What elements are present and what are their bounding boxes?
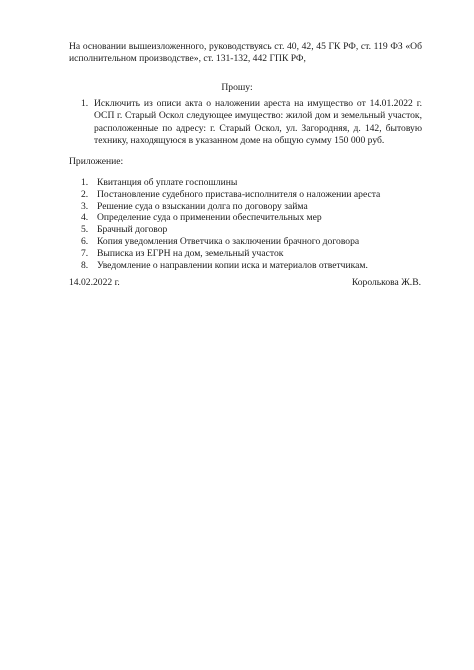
appendix-list xyxy=(69,177,422,271)
appendix-item xyxy=(69,236,422,248)
appendix-item-text: Выписка из ЕГРН на дом, земельный участок xyxy=(97,247,284,259)
appendix-item xyxy=(69,212,422,224)
appendix-item-number: 1. xyxy=(81,177,89,188)
appendix-item-text: Копия уведомления Ответчика о заключении брачного договора xyxy=(97,235,360,247)
appendix-item-number: 5. xyxy=(81,224,89,236)
appendix-title: Приложение: xyxy=(69,156,124,167)
appendix-item-text: Квитанция об уплате госпошлины xyxy=(97,177,238,188)
request-item xyxy=(69,98,422,148)
appendix-item xyxy=(69,260,422,272)
intro-paragraph: На основании вышеизложенного, руководствуясь ст. 40, 42, 45 ГК РФ, ст. 119 ФЗ «Об исполнительном производстве», ст. 131-132, 442 ГПК РФ, xyxy=(69,41,422,65)
appendix-item xyxy=(69,201,422,213)
request-item-text: Исключить из описи акта о наложении ареста на имущество от 14.01.2022 г. ОСП г. Старый Оскол следующее имущество: жилой дом и земельный участок, расположенные по адресу: г. Старый Оскол, ул. Загородняя, д. 142, бытовую технику, находящуюся в указанном доме на общую сумму 150 000 руб. xyxy=(94,98,422,147)
signatory-name: Королькова Ж.В. xyxy=(351,277,421,288)
appendix-item xyxy=(69,248,422,260)
appendix-item xyxy=(69,177,422,189)
appendix-item-number: 2. xyxy=(81,188,89,200)
appendix-item-number: 8. xyxy=(81,259,89,271)
appendix-item-number: 3. xyxy=(81,200,89,212)
document-date: 14.02.2022 г. xyxy=(69,277,120,288)
request-item-number: 1. xyxy=(81,98,89,109)
appendix-item-text: Уведомление о направлении копии иска и материалов ответчикам. xyxy=(97,259,368,271)
appendix-item-text: Решение суда о взыскании долга по договору займа xyxy=(97,200,308,212)
appendix-item xyxy=(69,189,422,201)
request-list xyxy=(69,98,422,148)
appendix-item-number: 7. xyxy=(81,247,89,259)
appendix-item-text: Постановление судебного пристава-исполнителя о наложении ареста xyxy=(97,188,381,200)
appendix-item-text: Определение суда о применении обеспечительных мер xyxy=(97,212,322,224)
request-heading: Прошу: xyxy=(221,82,253,93)
appendix-item-number: 6. xyxy=(81,235,89,247)
appendix-item-text: Брачный договор xyxy=(97,224,168,236)
appendix-item-number: 4. xyxy=(81,212,89,224)
appendix-item xyxy=(69,224,422,236)
